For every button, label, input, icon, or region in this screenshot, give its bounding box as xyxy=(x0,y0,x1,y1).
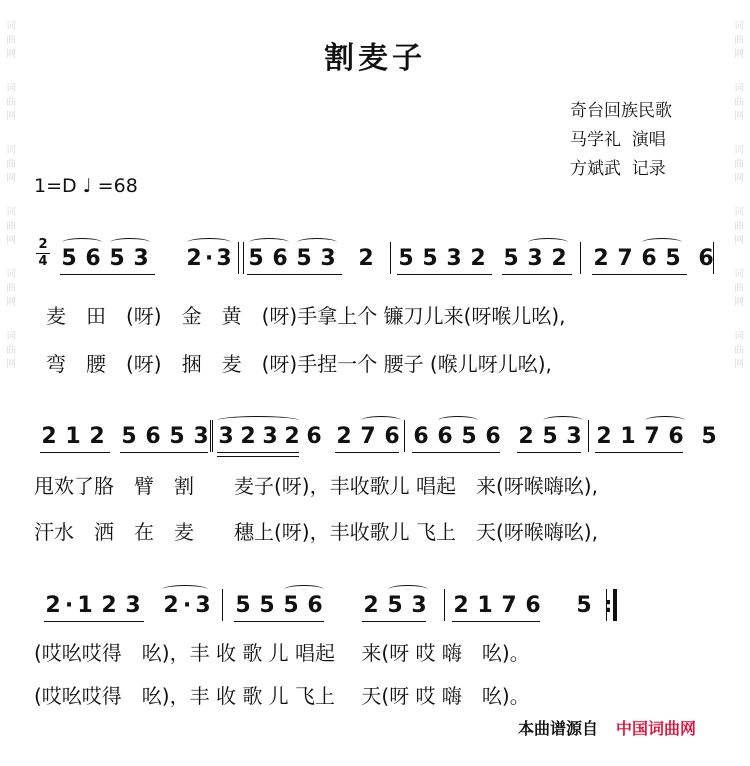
note: 2 xyxy=(45,593,61,618)
note: 2 xyxy=(518,424,534,449)
note: 5 xyxy=(121,424,137,449)
watermark-group xyxy=(6,144,16,186)
note: 7 xyxy=(617,246,633,271)
note: 2 xyxy=(363,593,379,618)
note: 5 xyxy=(576,593,592,618)
watermark-group xyxy=(734,82,744,124)
note: 2 xyxy=(89,424,105,449)
watermark-char: 网 xyxy=(734,235,744,246)
note: 2 xyxy=(358,246,374,271)
note: 5 xyxy=(665,246,681,271)
beam-underline xyxy=(247,274,342,275)
note: 5 xyxy=(169,424,185,449)
beam-underline xyxy=(595,452,683,453)
note: 6 xyxy=(437,424,453,449)
note: 6 xyxy=(384,424,400,449)
note: 7 xyxy=(644,424,660,449)
beam-underline xyxy=(517,452,581,453)
note: 3 xyxy=(216,246,232,271)
note: 6 xyxy=(85,246,101,271)
slur xyxy=(438,416,478,425)
watermark-char: 网 xyxy=(6,173,16,184)
note: 1 xyxy=(477,593,493,618)
note: : xyxy=(603,593,613,618)
site-name-link[interactable]: 中国词曲网 xyxy=(616,719,697,738)
note: 3 xyxy=(218,424,234,449)
note: 5 xyxy=(701,424,717,449)
note: 5 xyxy=(109,246,125,271)
note: 5 xyxy=(61,246,77,271)
bar-line xyxy=(713,242,714,274)
watermark-char: 词 xyxy=(6,145,16,156)
note: 3 xyxy=(133,246,149,271)
lyric-line-3-verse-2: (哎吆哎得 吆)，丰 收 歌 儿 飞上 天(呀 哎 嗨 吆)。 xyxy=(34,684,530,708)
note: 5 xyxy=(461,424,477,449)
credit-origin: 奇台回族民歌 xyxy=(570,101,672,121)
score-line-2 xyxy=(0,424,750,464)
watermark-char: 网 xyxy=(6,111,16,122)
note: 5 xyxy=(296,246,312,271)
watermark-char: 曲 xyxy=(734,97,744,108)
note: 5 xyxy=(422,246,438,271)
beam-underline xyxy=(60,274,155,275)
note: 2 xyxy=(596,424,612,449)
beam-underline xyxy=(452,621,540,622)
note: 2 xyxy=(470,246,486,271)
watermark-char: 词 xyxy=(6,269,16,280)
note: 5 xyxy=(542,424,558,449)
bar-line xyxy=(222,589,223,621)
note: 2 xyxy=(336,424,352,449)
watermark-char: 曲 xyxy=(734,35,744,46)
bar-line xyxy=(212,420,213,452)
note: 3 xyxy=(195,593,211,618)
source-label: 本曲谱源自 xyxy=(518,719,599,738)
beam-underline xyxy=(335,452,399,453)
watermark-right xyxy=(728,0,750,766)
note: 5 xyxy=(248,246,264,271)
note: 6 xyxy=(698,246,714,271)
watermark-char: 网 xyxy=(734,359,744,370)
note: 2 xyxy=(41,424,57,449)
note: 6 xyxy=(307,593,323,618)
note: 7 xyxy=(360,424,376,449)
bar-line xyxy=(444,589,445,621)
note: 6 xyxy=(306,424,322,449)
watermark-char: 曲 xyxy=(6,35,16,46)
slur xyxy=(645,416,685,425)
bar-line xyxy=(390,242,391,274)
lyric-line-1-verse-2: 弯 腰 (呀) 捆 麦 (呀)手捏一个 腰子 (喉儿呀儿吆), xyxy=(46,352,552,376)
note: 6 xyxy=(145,424,161,449)
slur xyxy=(361,416,401,425)
watermark-group xyxy=(6,330,16,372)
note: · xyxy=(204,246,214,271)
note: 6 xyxy=(413,424,429,449)
note: · xyxy=(64,593,74,618)
note: 2 xyxy=(163,593,179,618)
slur xyxy=(110,238,150,247)
note: 3 xyxy=(446,246,462,271)
note: 6 xyxy=(641,246,657,271)
note: 2 xyxy=(186,246,202,271)
beam-underline xyxy=(502,274,572,275)
credit-singer: 马学礼 演唱 xyxy=(570,130,666,150)
watermark-char: 曲 xyxy=(734,221,744,232)
credits xyxy=(570,97,672,184)
score-line-1 xyxy=(0,246,750,286)
lyric-line-2-verse-1: 甩欢了胳 臂 割 麦子(呀)，丰收歌儿 唱起 来(呀喉嗨吆), xyxy=(34,474,598,498)
watermark-group xyxy=(6,82,16,124)
bar-line xyxy=(580,242,581,274)
lyric-line-2-verse-2: 汗水 洒 在 麦 穗上(呀)，丰收歌儿 飞上 天(呀喉嗨吆), xyxy=(34,520,598,544)
slur xyxy=(162,585,208,594)
watermark-char: 曲 xyxy=(6,97,16,108)
slur xyxy=(388,585,428,594)
watermark-char: 词 xyxy=(6,331,16,342)
watermark-char: 曲 xyxy=(734,283,744,294)
beam-underline xyxy=(217,456,299,457)
watermark-char: 词 xyxy=(6,83,16,94)
note: · xyxy=(182,593,192,618)
beam-underline xyxy=(44,621,144,622)
watermark-char: 词 xyxy=(734,83,744,94)
credit-recorder: 方斌武 记录 xyxy=(570,159,666,179)
note: 5 xyxy=(235,593,251,618)
note: 6 xyxy=(668,424,684,449)
slur xyxy=(297,238,337,247)
song-title: 割麦子 xyxy=(324,41,426,76)
watermark-char: 网 xyxy=(734,297,744,308)
watermark-char: 曲 xyxy=(6,345,16,356)
bar-line xyxy=(243,242,244,274)
watermark-char: 网 xyxy=(6,297,16,308)
watermark-char: 网 xyxy=(734,111,744,122)
beam-underline xyxy=(217,452,299,453)
note: 2 xyxy=(240,424,256,449)
note: 1 xyxy=(77,593,93,618)
note: 3 xyxy=(527,246,543,271)
note: 3 xyxy=(193,424,209,449)
watermark-char: 词 xyxy=(734,207,744,218)
time-signature-top: 2 xyxy=(38,237,48,252)
score-line-3 xyxy=(0,593,750,633)
bar-line xyxy=(238,242,239,274)
watermark-char: 曲 xyxy=(6,221,16,232)
watermark-char: 网 xyxy=(6,359,16,370)
slur xyxy=(284,585,324,594)
note: 2 xyxy=(551,246,567,271)
note: 2 xyxy=(284,424,300,449)
note: 7 xyxy=(501,593,517,618)
note: 1 xyxy=(620,424,636,449)
beam-underline xyxy=(397,274,492,275)
note: 3 xyxy=(125,593,141,618)
note: 5 xyxy=(398,246,414,271)
lyric-line-1-verse-1: 麦 田 (呀) 金 黄 (呀)手拿上个 镰刀儿来(呀喉儿吆), xyxy=(46,304,566,328)
slur xyxy=(528,238,568,247)
note: 2 xyxy=(453,593,469,618)
slur xyxy=(642,238,682,247)
source-footer xyxy=(518,716,696,739)
note: 1 xyxy=(65,424,81,449)
watermark-char: 词 xyxy=(734,145,744,156)
note: 3 xyxy=(566,424,582,449)
watermark-char: 网 xyxy=(6,49,16,60)
beam-underline xyxy=(120,452,208,453)
note: 2 xyxy=(593,246,609,271)
beam-underline xyxy=(234,621,324,622)
slur xyxy=(249,238,289,247)
watermark-char: 词 xyxy=(6,21,16,32)
beam-underline xyxy=(40,452,110,453)
note: 5 xyxy=(259,593,275,618)
final-repeat-bar xyxy=(606,589,617,621)
watermark-char: 曲 xyxy=(6,159,16,170)
watermark-char: 曲 xyxy=(734,159,744,170)
note: 3 xyxy=(411,593,427,618)
slur xyxy=(62,238,102,247)
beam-underline xyxy=(362,621,426,622)
note: 6 xyxy=(272,246,288,271)
watermark-char: 词 xyxy=(734,21,744,32)
watermark-char: 网 xyxy=(6,235,16,246)
watermark-char: 词 xyxy=(734,331,744,342)
watermark-group xyxy=(734,330,744,372)
note: 5 xyxy=(283,593,299,618)
bar-line xyxy=(210,420,211,452)
note: 3 xyxy=(320,246,336,271)
watermark-left xyxy=(0,0,22,766)
watermark-char: 词 xyxy=(734,269,744,280)
lyric-line-3-verse-1: (哎吆哎得 吆)，丰 收 歌 儿 唱起 来(呀 哎 嗨 吆)。 xyxy=(34,641,530,665)
slur xyxy=(187,238,231,247)
note: 5 xyxy=(387,593,403,618)
watermark-group xyxy=(734,206,744,248)
watermark-char: 曲 xyxy=(734,345,744,356)
watermark-group xyxy=(6,206,16,248)
bar-line xyxy=(588,420,589,452)
beam-underline xyxy=(592,274,687,275)
watermark-char: 词 xyxy=(6,207,16,218)
note: 3 xyxy=(262,424,278,449)
key-tempo: 1=D ♩ =68 xyxy=(34,175,138,197)
time-signature-bottom: 4 xyxy=(38,254,48,269)
note: 6 xyxy=(485,424,501,449)
note: 6 xyxy=(525,593,541,618)
watermark-char: 网 xyxy=(734,173,744,184)
beam-underline xyxy=(412,452,500,453)
note: 5 xyxy=(503,246,519,271)
watermark-char: 网 xyxy=(734,49,744,60)
slur xyxy=(217,416,299,425)
watermark-group xyxy=(734,144,744,186)
bar-line xyxy=(404,420,405,452)
note: 2 xyxy=(101,593,117,618)
watermark-char: 曲 xyxy=(6,283,16,294)
slur xyxy=(543,416,583,425)
